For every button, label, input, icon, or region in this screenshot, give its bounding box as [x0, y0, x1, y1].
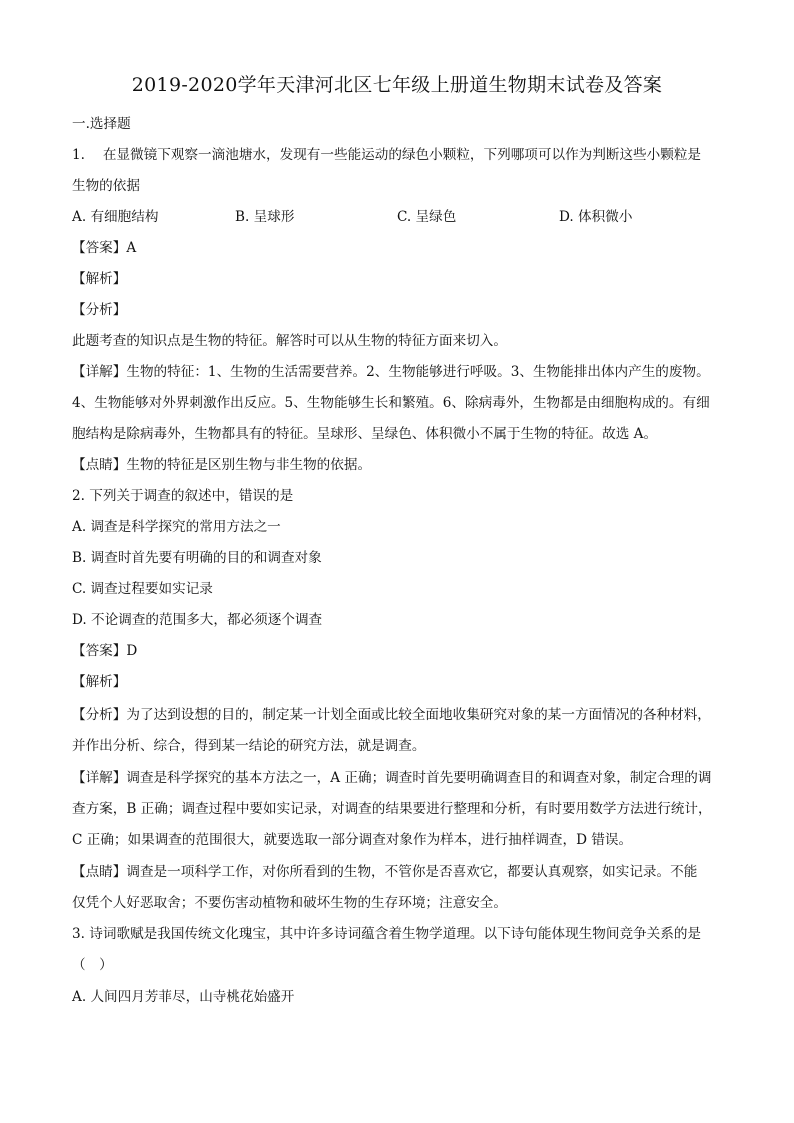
q2-option-d: D. 不论调查的范围多大，都必须逐个调查 — [72, 612, 323, 628]
q1-option-b: B. 呈球形 — [235, 209, 295, 225]
q2-detail-line-1: 【详解】调查是科学探究的基本方法之一，A 正确；调查时首先要明确调查目的和调查对象，制定合理的调 — [72, 770, 712, 786]
q2-option-a: A. 调查是科学探究的常用方法之一 — [72, 519, 281, 535]
q1-detail-line-1: 【详解】生物的特征：1、生物的生活需要营养。2、生物能够进行呼吸。3、生物能排出体内产生的废物。 — [72, 364, 710, 380]
q1-stem-line-2: 生物的依据 — [72, 178, 140, 194]
q1-analysis-label: 【解析】 — [72, 271, 127, 287]
q1-detail-line-3: 胞结构是除病毒外，生物都具有的特征。呈球形、呈绿色、体积微小不属于生物的特征。故选 A。 — [72, 426, 658, 442]
q1-fenxi-text: 此题考查的知识点是生物的特征。解答时可以从生物的特征方面来切入。 — [72, 333, 507, 349]
q1-option-a: A. 有细胞结构 — [72, 209, 159, 225]
q2-dianjing-line-2: 仅凭个人好恶取舍；不要伤害动植物和破坏生物的生存环境；注意安全。 — [72, 895, 507, 911]
q2-option-c: C. 调查过程要如实记录 — [72, 581, 213, 597]
q2-detail-line-2: 查方案，B 正确；调查过程中要如实记录，对调查的结果要进行整理和分析，有时要用数学方法进行统计， — [72, 801, 712, 817]
q2-fenxi-line-1: 【分析】为了达到设想的目的，制定某一计划全面或比较全面地收集研究对象的某一方面情况的各种材料， — [72, 707, 711, 723]
q3-stem-line-2: （ ） — [72, 957, 113, 973]
q1-dianjing: 【点睛】生物的特征是区别生物与非生物的依据。 — [72, 457, 372, 473]
q1-fenxi-label: 【分析】 — [72, 302, 127, 318]
q1-option-d: D. 体积微小 — [559, 209, 633, 225]
q3-stem-line-1: 3. 诗词歌赋是我国传统文化瑰宝，其中许多诗词蕴含着生物学道理。以下诗句能体现生物间竞争关系的是 — [72, 926, 702, 942]
q2-option-b: B. 调查时首先要有明确的目的和调查对象 — [72, 550, 322, 566]
q3-option-a: A. 人间四月芳菲尽，山寺桃花始盛开 — [72, 989, 295, 1005]
document-title: 2019-2020学年天津河北区七年级上册道生物期末试卷及答案 — [131, 74, 663, 96]
q1-answer: 【答案】A — [72, 240, 137, 256]
q2-dianjing-line-1: 【点睛】调查是一项科学工作，对你所看到的生物，不管你是否喜欢它，都要认真观察，如实记录。不能 — [72, 864, 698, 880]
section-heading: 一.选择题 — [72, 116, 131, 132]
q1-detail-line-2: 4、生物能够对外界刺激作出反应。5、生物能够生长和繁殖。6、除病毒外，生物都是由细胞构成的。有细 — [72, 395, 710, 411]
q2-analysis-label: 【解析】 — [72, 674, 127, 690]
q2-fenxi-line-2: 并作出分析、综合，得到某一结论的研究方法，就是调查。 — [72, 738, 426, 754]
q2-answer: 【答案】D — [72, 643, 138, 659]
q2-detail-line-3: C 正确；如果调查的范围很大，就要选取一部分调查对象作为样本，进行抽样调查，D 错误。 — [72, 832, 633, 848]
q1-option-c: C. 呈绿色 — [397, 209, 457, 225]
q2-stem: 2. 下列关于调查的叙述中，错误的是 — [72, 488, 294, 504]
q1-stem-line-1: 1. 在显微镜下观察一滴池塘水，发现有一些能运动的绿色小颗粒，下列哪项可以作为判断这些小颗粒是 — [72, 147, 702, 163]
